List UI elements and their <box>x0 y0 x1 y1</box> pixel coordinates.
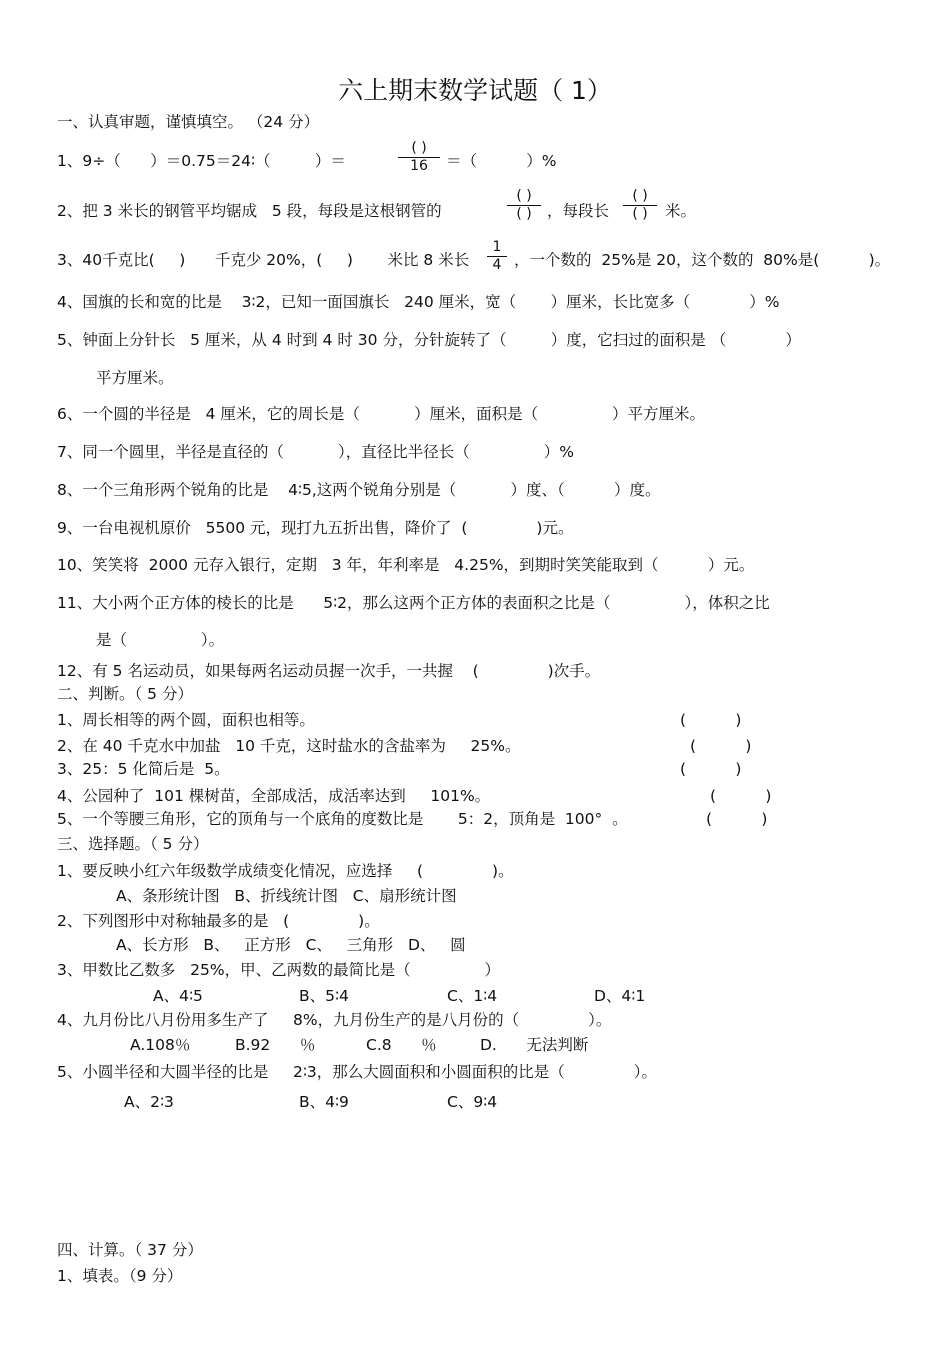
question-7: 7、同一个圆里，半径是直径的（ ），直径比半径长（ ）% <box>57 443 574 461</box>
question-1-fraction <box>398 141 440 174</box>
fraction-denominator: ( ) <box>632 206 648 222</box>
judge-item-4: 4、公园种了 101 棵树苗，全部成活，成活率达到 101%。 <box>57 787 491 805</box>
choice-3-option-d: D、4∶1 <box>594 987 646 1005</box>
judge-item-1: 1、周长相等的两个圆，面积也相等。 <box>57 711 315 729</box>
section-1-heading: 一、认真审题，谨慎填空。 （24 分） <box>57 113 320 131</box>
choice-question-5: 5、小圆半径和大圆半径的比是 2∶3，那么大圆面积和小圆面积的比是（ ）。 <box>57 1063 657 1081</box>
calc-question-1: 1、填表。（9 分） <box>57 1267 183 1285</box>
choice-options-2: A、长方形 B、 正方形 C、 三角形 D、 圆 <box>116 936 466 954</box>
judge-item-3: 3、25：5 化简后是 5。 <box>57 760 230 778</box>
fraction-denominator: ( ) <box>516 206 532 222</box>
page-title: 六上期末数学试题（ 1） <box>338 76 612 105</box>
choice-question-2: 2、下列图形中对称轴最多的是 ( )。 <box>57 912 380 930</box>
question-3-part-a: 3、40千克比( ) 千克少 20%，( ) 米比 8 米长 <box>57 251 470 269</box>
section-2-heading: 二、判断。（ 5 分） <box>57 685 193 703</box>
section-3-heading: 三、选择题。（ 5 分） <box>57 835 209 853</box>
question-3-part-b: ，一个数的 25%是 20，这个数的 80%是( )。 <box>514 251 891 269</box>
choice-3-option-a: A、4∶5 <box>153 987 203 1005</box>
question-5-line-1: 5、钟面上分针长 5 厘米，从 4 时到 4 时 30 分，分针旋转了（ ）度，它扫过的面积是 （ ） <box>57 331 801 349</box>
choice-options-1: A、条形统计图 B、折线统计图 C、扇形统计图 <box>116 887 457 905</box>
question-2-fraction-1 <box>507 189 541 222</box>
choice-question-1: 1、要反映小红六年级数学成绩变化情况，应选择 ( )。 <box>57 862 514 880</box>
fraction-denominator: 16 <box>410 158 428 174</box>
section-4-heading: 四、计算。（ 37 分） <box>57 1241 203 1259</box>
question-11-line-2: 是（ ）。 <box>96 631 225 649</box>
choice-4-option-c: C.8 ％ <box>366 1036 437 1054</box>
question-9: 9、一台电视机原价 5500 元，现打九五折出售，降价了 ( )元。 <box>57 519 574 537</box>
choice-question-3: 3、甲数比乙数多 25%，甲、乙两数的最简比是（ ） <box>57 961 501 979</box>
question-1-part-b: ＝（ ）% <box>446 152 557 170</box>
question-12: 12、有 5 名运动员，如果每两名运动员握一次手，一共握 ( )次手。 <box>57 662 601 680</box>
question-2-part-a: 2、把 3 米长的钢管平均锯成 5 段，每段是这根钢管的 <box>57 202 442 220</box>
judge-answer-3: ( ) <box>680 760 742 778</box>
choice-5-option-b: B、4∶9 <box>299 1093 349 1111</box>
judge-item-5: 5、一个等腰三角形，它的顶角与一个底角的度数比是 5：2，顶角是 100° 。 <box>57 810 628 828</box>
question-11-line-1: 11、大小两个正方体的棱长的比是 5∶2，那么这两个正方体的表面积之比是（ ），体积之比 <box>57 594 770 612</box>
choice-5-option-a: A、2∶3 <box>124 1093 174 1111</box>
question-8: 8、一个三角形两个锐角的比是 4∶5,这两个锐角分别是（ ）度、（ ）度。 <box>57 481 661 499</box>
question-2-fraction-2 <box>623 189 657 222</box>
choice-4-option-d: D. 无法判断 <box>480 1036 589 1054</box>
question-1-part-a: 1、9÷（ ）＝0.75＝24∶（ ）＝ <box>57 152 346 170</box>
question-2-part-c: 米。 <box>665 202 697 220</box>
fraction-numerator: ( ) <box>398 141 440 158</box>
judge-answer-1: ( ) <box>680 711 742 729</box>
question-5-line-2: 平方厘米。 <box>96 369 174 387</box>
judge-answer-2: ( ) <box>690 737 752 755</box>
judge-answer-4: ( ) <box>710 787 772 805</box>
choice-4-option-b: B.92 ％ <box>235 1036 316 1054</box>
choice-5-option-c: C、9∶4 <box>447 1093 498 1111</box>
choice-3-option-b: B、5∶4 <box>299 987 349 1005</box>
question-10: 10、笑笑将 2000 元存入银行，定期 3 年，年利率是 4.25%，到期时笑笑能取到（ ）元。 <box>57 556 755 574</box>
question-4: 4、国旗的长和宽的比是 3∶2，已知一面国旗长 240 厘米，宽（ ）厘米，长比宽多（ ）% <box>57 293 780 311</box>
question-2-part-b: ，每段长 <box>547 202 610 220</box>
question-6: 6、一个圆的半径是 4 厘米，它的周长是（ ）厘米，面积是（ ）平方厘米。 <box>57 405 706 423</box>
choice-4-option-a: A.108％ <box>130 1036 191 1054</box>
question-3-fraction <box>487 240 507 273</box>
choice-question-4: 4、九月份比八月份用多生产了 8%，九月份生产的是八月份的（ ）。 <box>57 1011 612 1029</box>
fraction-numerator: ( ) <box>623 189 657 206</box>
judge-item-2: 2、在 40 千克水中加盐 10 千克，这时盐水的含盐率为 25%。 <box>57 737 521 755</box>
fraction-denominator: 4 <box>492 257 502 273</box>
fraction-numerator: 1 <box>487 240 507 257</box>
choice-3-option-c: C、1∶4 <box>447 987 498 1005</box>
judge-answer-5: ( ) <box>706 810 768 828</box>
fraction-numerator: ( ) <box>507 189 541 206</box>
